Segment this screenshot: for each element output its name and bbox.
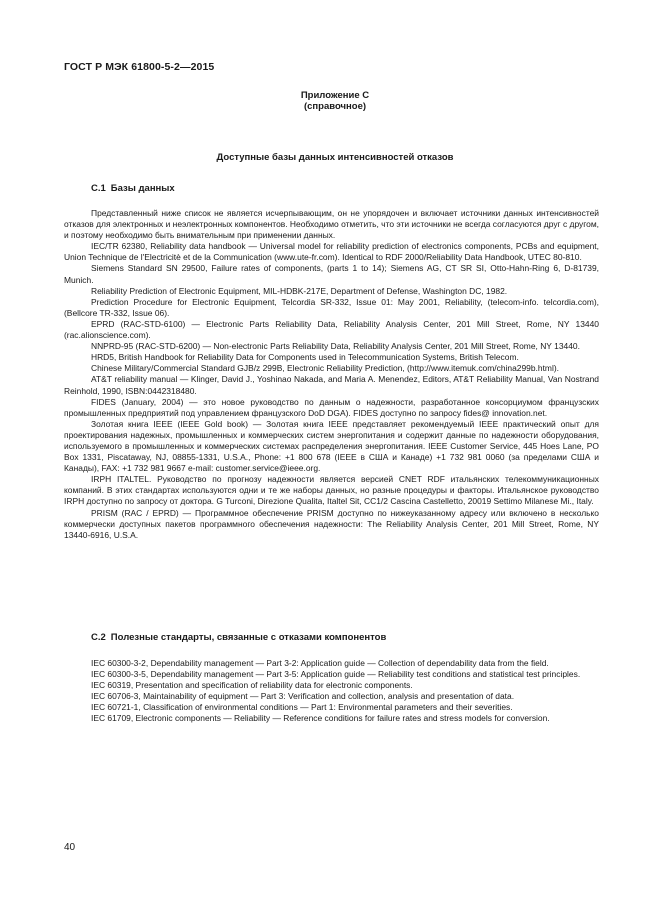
paragraph: AT&T reliability manual — Klinger, David J., Yoshinao Nakada, and Maria A. Menendez, Editors, AT&T Reliability Manual, Van Nostrand Reinhold, 1990, ISBN:0442318480.: [64, 374, 599, 396]
section-number: С.1: [91, 183, 106, 194]
paragraph: EPRD (RAC-STD-6100) — Electronic Parts Reliability Data, Reliability Analysis Center, 201 Mill Street, Rome, NY 13440 (rac.alionscience.com).: [64, 318, 599, 341]
section-heading-c1: [91, 183, 175, 194]
paragraph: Reliability Prediction of Electronic Equipment, MIL-HDBK-217E, Department of Defense, Washington DC, 1982.: [91, 285, 508, 296]
paragraph: Золотая книга IEEE (IEEE Gold book) — Золотая книга IEEE представляет рекомендуемый IEEE практический опыт для проектирования надежных, промышленных и коммерческих систем энергопитания и содержит данные по надежности оборудования, используемого в промышленных и коммерческих системах распределения энергопитания. IEEE Customer Service, 445 Hoes Lane, PO Box 1331, Piscataway, NJ, 08855-1331, U.S.A., Phone: +1 800 678 (IEEE в США и Канаде) +1 732 981 0060 (за пределами США и Канады), FAX: +1 732 981 9667 e-mail: customer.service@ieee.org.: [64, 418, 599, 474]
paragraph: IEC 61709, Electronic components — Reliability — Reference conditions for failure rates and stress models for conversion.: [91, 713, 550, 724]
paragraph: NNPRD-95 (RAC-STD-6200) — Non-electronic Parts Reliability Data, Reliability Analysis Center, 201 Mill Street, Rome, NY 13440.: [91, 341, 580, 352]
appendix-label: Приложение С: [300, 90, 370, 101]
paragraph: Siemens Standard SN 29500, Failure rates of components, (parts 1 to 14); Siemens AG, CT SR SI, Otto-Hahn-Ring 6, D-81739, Munich.: [64, 263, 599, 285]
paragraph: IEC 60319, Presentation and specification of reliability data for electronic components.: [91, 680, 413, 691]
paragraph: Prediction Procedure for Electronic Equipment, Telcordia SR-332, Issue 01: May 2001, Reliability, (telecom-info. telcordia.com), (Bellcore TR-332, Issue 06).: [64, 296, 599, 318]
appendix-title: Доступные базы данных интенсивностей отказов: [216, 152, 454, 163]
section-c2-body: [64, 658, 599, 725]
appendix-heading: [0, 90, 646, 112]
paragraph: IEC 60300-3-2, Dependability management — Part 3-2: Application guide — Collection of dependability data from the field.: [91, 658, 549, 668]
paragraph: PRISM (RAC / EPRD) — Программное обеспечение PRISM доступно по нижеуказанному адресу или включено в несколько коммерчески доступных пакетов программного обеспечения надежности: The Reliability Analysis Center, 201 Mill Street, Rome, NY 13440-6916, U.S.A.: [64, 507, 599, 540]
section-number: С.2: [91, 632, 106, 643]
paragraph: IEC/TR 62380, Reliability data handbook — Universal model for reliability prediction of electronics components, PCBs and equipment, Union Technique de l'Electricitè et de la Communication (www.ute-fr.com). Identical to RDF 2000/Reliability Data Handbook, UTEC 80-810.: [64, 241, 599, 263]
paragraph: Представленный ниже список не является исчерпывающим, он не упорядочен и включает источники данных интенсивностей отказов для электронных и неэлектронных компонентов. Необходимо отметить, что эти источники не всегда согласуются друг с другом, и поэтому необходимо быть внимательным при применении данных.: [64, 208, 599, 241]
paragraph: FIDES (January, 2004) — это новое руководство по данным о надежности, разработанное консорциумом французских промышленных предприятий под управлением французского DoD DGA). FIDES доступно по запросу fides@ innovation.net.: [64, 396, 599, 418]
section-c1-body: [64, 208, 599, 541]
page-number: 40: [64, 842, 76, 853]
section-heading-c2: [91, 632, 386, 643]
section-title: Полезные стандарты, связанные с отказами компонентов: [110, 632, 387, 643]
paragraph: IEC 60721-1, Classification of environmental conditions — Part 1: Environmental parameters and their severities.: [91, 702, 513, 713]
paragraph: IEC 60300-3-5, Dependability management — Part 3-5: Application guide — Reliability test conditions and statistical test principles.: [91, 669, 581, 680]
paragraph: IEC 60706-3, Maintainability of equipment — Part 3: Verification and collection, analysis and presentation of data.: [91, 691, 515, 702]
paragraph: HRD5, British Handbook for Reliability Data for Components used in Telecommunication Systems, British Telecom.: [91, 352, 519, 363]
paragraph: IRPH ITALTEL. Руководство по прогнозу надежности является версией CNET RDF итальянских телекоммуникационных компаний. В этих стандартах используются одни и те же наборы данных, но разные процедуры и факторы. Итальянское руководство IRPH доступно по запросу от доктора. G Turconi, Direzione Qualita, Italtel Sit, CC1/2 Cascina Castelletto, 20019 Settimo Milanese Mi., Italy.: [64, 474, 599, 507]
paragraph: Chinese Military/Commercial Standard GJB/z 299B, Electronic Reliability Prediction, (http://www.itemuk.com/china299b.html).: [91, 363, 559, 374]
standard-code: ГОСТ Р МЭК 61800-5-2—2015: [64, 61, 215, 73]
appendix-type: (справочное): [303, 101, 367, 112]
section-title: Базы данных: [110, 183, 175, 194]
